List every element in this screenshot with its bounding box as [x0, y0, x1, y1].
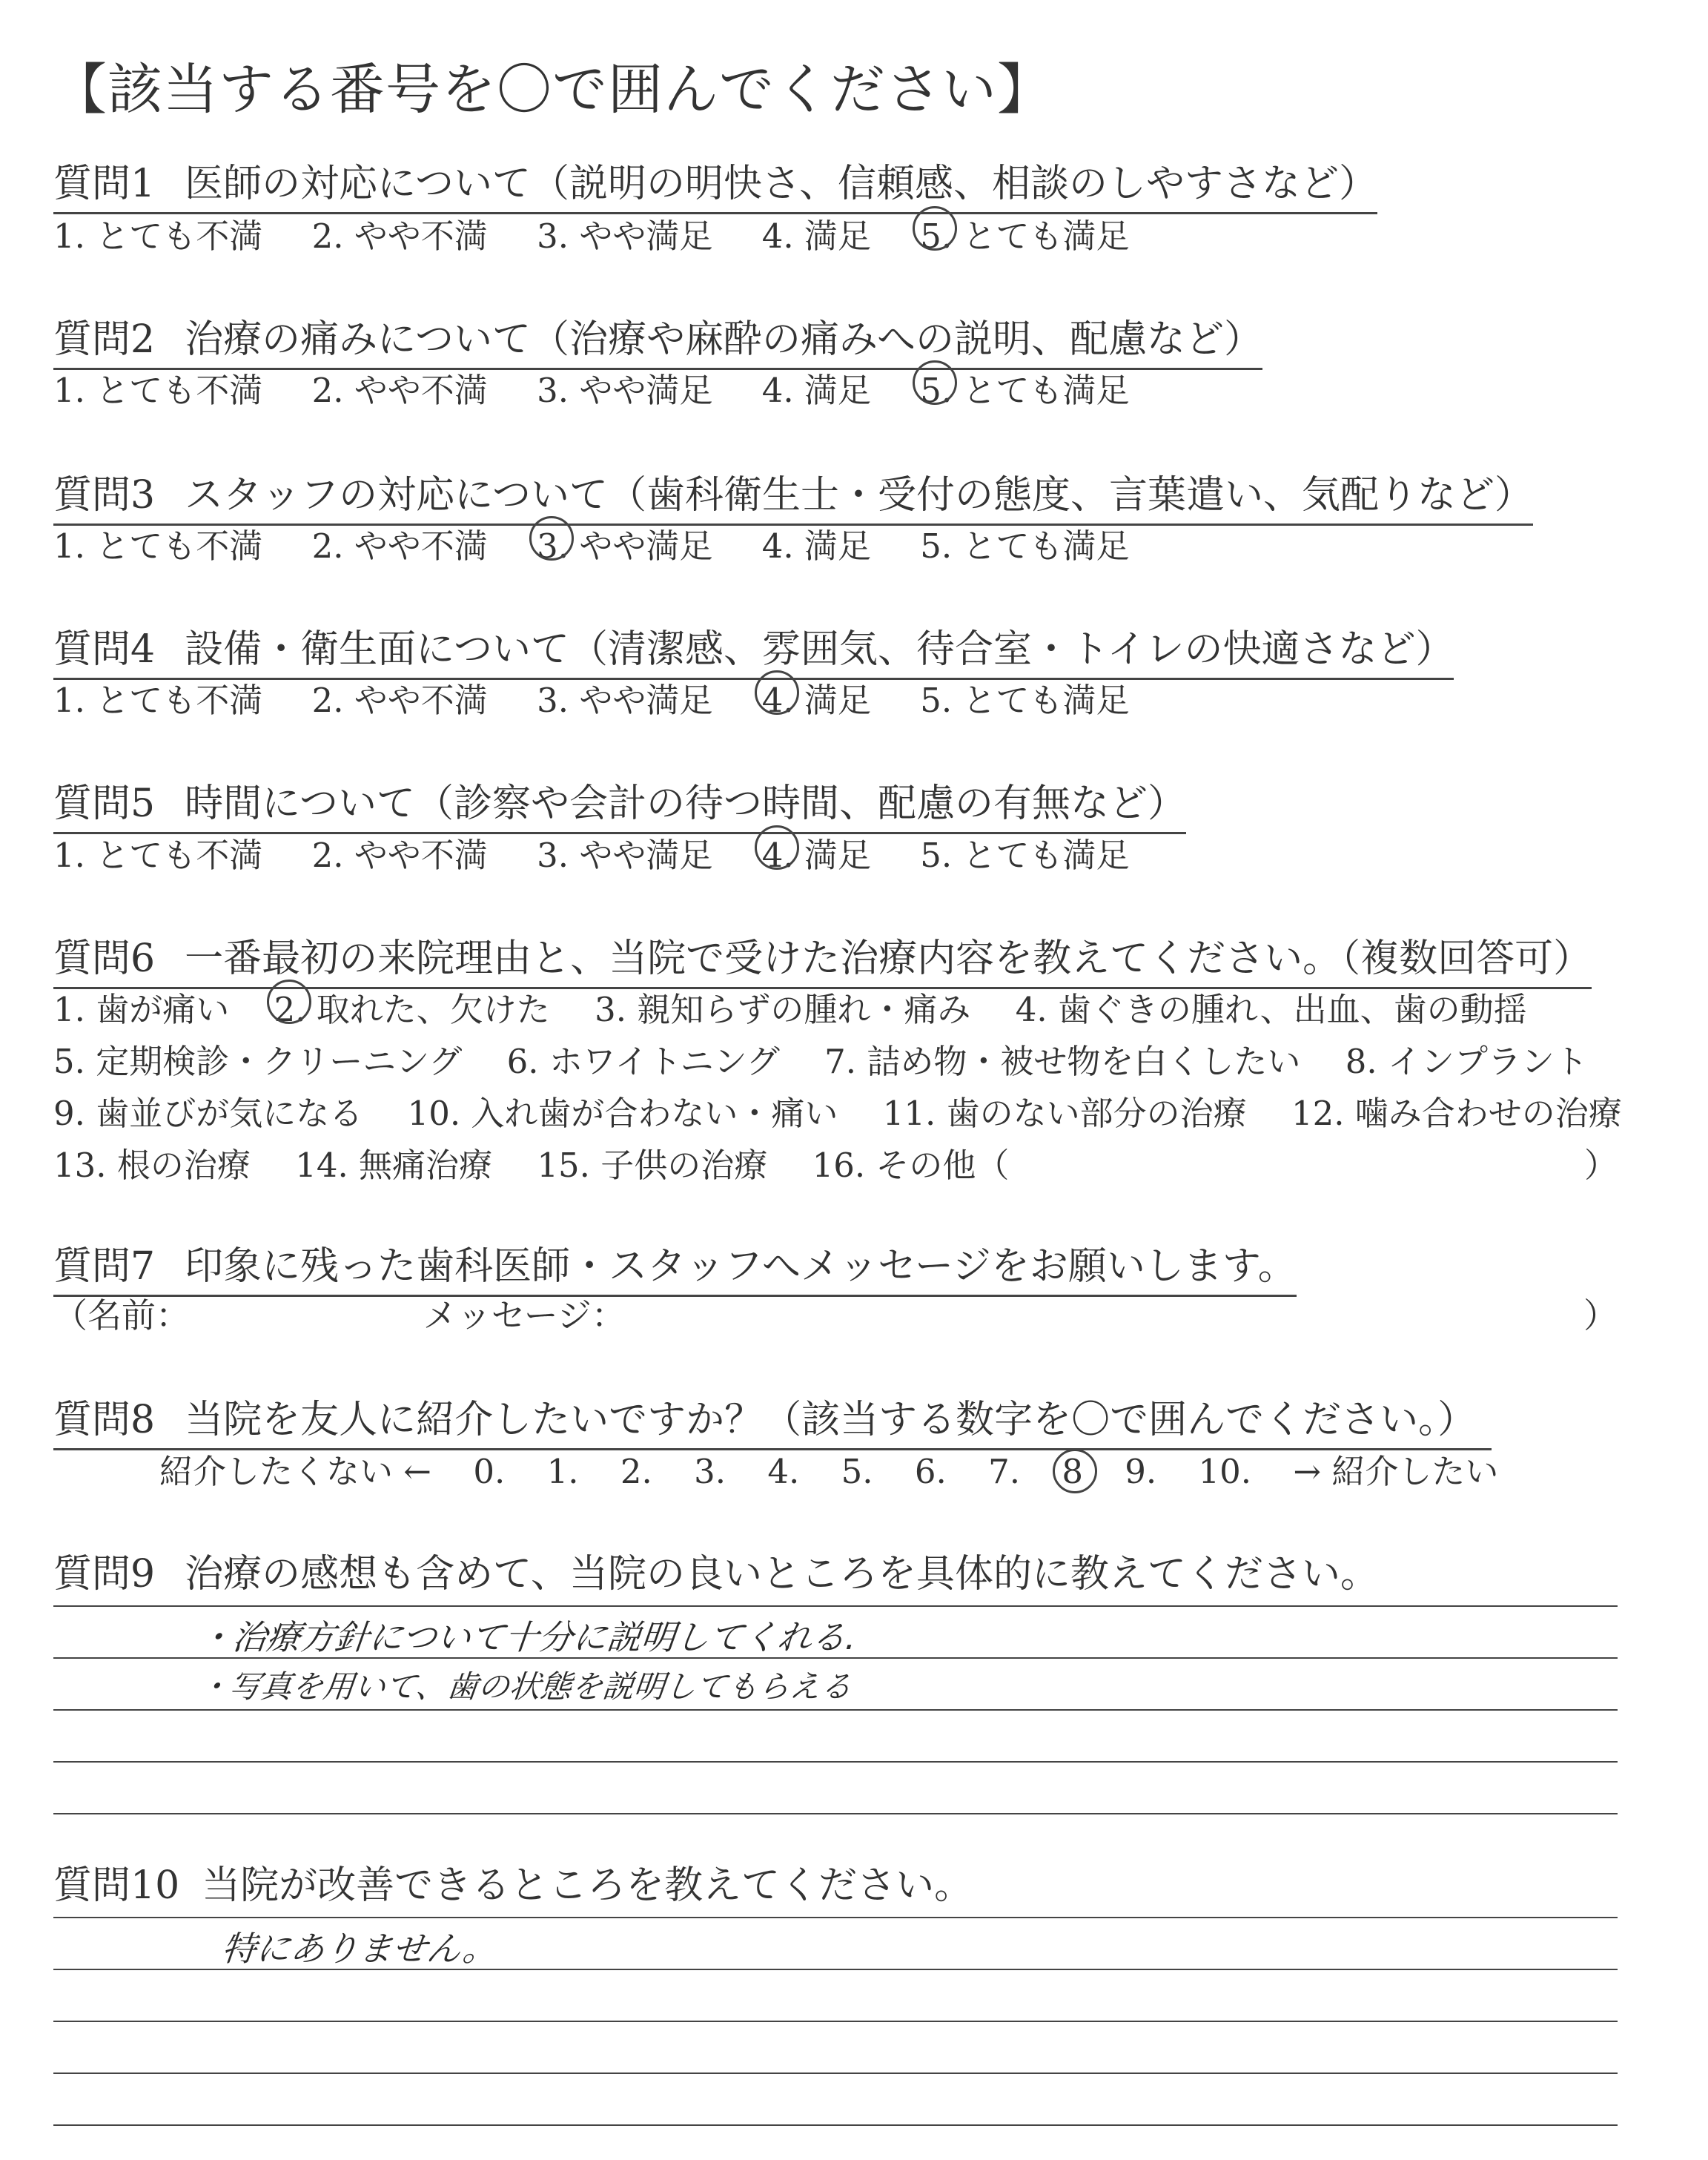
q1-option-1[interactable]: 1. とても不満	[53, 217, 263, 256]
q6-other-close-paren: ）	[1583, 1146, 1618, 1185]
q4-option-1[interactable]: 1. とても不満	[53, 681, 263, 720]
q6-row-1	[53, 982, 1561, 1031]
q4-option-4: 4. 満足	[762, 673, 871, 721]
question-1-text: 医師の対応について（説明の明快さ、信頼感、相談のしやすさなど）	[185, 162, 1377, 206]
q6-option-5[interactable]: 5. 定期検診・クリーニング	[53, 1042, 463, 1081]
question-1-options	[53, 209, 1168, 257]
question-4-options	[53, 673, 1168, 721]
question-3	[53, 463, 1533, 526]
question-5	[53, 772, 1186, 834]
q5-option-1[interactable]: 1. とても不満	[53, 836, 263, 875]
q5-option-4-circled[interactable]	[762, 828, 871, 876]
q2-option-2[interactable]: 2. やや不満	[311, 371, 488, 410]
q8-option-10[interactable]: 10.	[1198, 1452, 1252, 1491]
q9-answer-line-5	[53, 1813, 1618, 1814]
q8-option-8-circled[interactable]: 8	[1062, 1452, 1083, 1491]
question-10	[53, 1854, 973, 1914]
q8-scale	[159, 1444, 1529, 1493]
q8-option-4[interactable]: 4.	[767, 1452, 800, 1491]
q10-answer-line-5	[53, 2124, 1618, 2126]
q3-option-3-circled[interactable]	[537, 519, 712, 567]
question-6-text: 一番最初の来院理由と、当院で受けた治療内容を教えてください。（複数回答可）	[185, 937, 1592, 981]
q2-option-4[interactable]: 4. 満足	[761, 371, 871, 410]
q6-option-14[interactable]: 14. 無痛治療	[295, 1146, 493, 1185]
q6-option-2-circled[interactable]	[274, 982, 550, 1031]
form-title: 【該当する番号を〇で囲んでください】	[52, 58, 1053, 122]
q3-option-4[interactable]: 4. 満足	[761, 526, 871, 566]
q2-option-5-circled[interactable]	[920, 363, 1129, 412]
q8-option-1[interactable]: 1.	[546, 1452, 579, 1491]
q7-name-label: （名前：	[53, 1295, 190, 1335]
q3-option-5[interactable]: 5. とても満足	[920, 526, 1130, 566]
q6-option-10[interactable]: 10. 入れ歯が合わない・痛い	[407, 1094, 838, 1133]
question-9	[53, 1542, 1379, 1602]
q6-row-4	[53, 1138, 1618, 1186]
q8-option-9[interactable]: 9.	[1125, 1452, 1157, 1491]
question-4-text: 設備・衛生面について（清潔感、雰囲気、待合室・トイレの快適さなど）	[185, 627, 1454, 672]
q6-option-8[interactable]: 8. インプラント	[1345, 1042, 1588, 1081]
q1-option-3[interactable]: 3. やや満足	[537, 217, 713, 256]
question-7-text: 印象に残った歯科医師・スタッフへメッセージをお願いします。	[185, 1244, 1297, 1289]
question-3-options	[53, 519, 1168, 567]
question-1-number: 質問1	[53, 162, 156, 206]
q9-handwritten-answer-1: ・治療方針について十分に説明してくれる.	[196, 1617, 859, 1657]
question-6-number: 質問6	[53, 937, 156, 981]
q4-option-5[interactable]: 5. とても満足	[920, 681, 1130, 720]
question-9-number: 質問9	[53, 1552, 156, 1596]
q6-option-2: 2. 取れた、欠けた	[274, 982, 550, 1031]
question-7	[53, 1235, 1297, 1297]
q3-option-1[interactable]: 1. とても不満	[53, 526, 263, 566]
q8-option-6[interactable]: 6.	[914, 1452, 947, 1491]
question-10-number: 質問10	[53, 1863, 180, 1908]
q7-message-label: メッセージ：	[423, 1295, 626, 1335]
q1-option-4[interactable]: 4. 満足	[761, 217, 871, 256]
q8-option-5[interactable]: 5.	[841, 1452, 873, 1491]
q1-option-2[interactable]: 2. やや不満	[311, 217, 488, 256]
question-8-text: 当院を友人に紹介したいですか？（該当する数字を〇で囲んでください。）	[185, 1398, 1477, 1442]
q2-option-5: 5. とても満足	[920, 363, 1129, 412]
q6-option-7[interactable]: 7. 詰め物・被せ物を白くしたい	[824, 1042, 1301, 1081]
q5-option-5[interactable]: 5. とても満足	[920, 836, 1130, 875]
q5-option-2[interactable]: 2. やや不満	[311, 836, 488, 875]
q1-option-5: 5. とても満足	[920, 209, 1129, 257]
q8-option-0[interactable]: 0.	[473, 1452, 506, 1491]
q9-handwritten-answer-2: ・写真を用いて、歯の状態を説明してもらえる	[196, 1668, 854, 1705]
question-3-number: 質問3	[53, 473, 156, 518]
q9-answer-line-4	[53, 1761, 1618, 1763]
q6-option-13[interactable]: 13. 根の治療	[53, 1146, 251, 1185]
q3-option-2[interactable]: 2. やや不満	[311, 526, 488, 566]
q6-row-3	[53, 1086, 1656, 1135]
q3-option-3: 3. やや満足	[537, 519, 712, 567]
q6-row-2	[53, 1034, 1622, 1083]
q1-option-5-circled[interactable]	[920, 209, 1129, 257]
question-2-text: 治療の痛みについて（治療や麻酔の痛みへの説明、配慮など）	[185, 317, 1263, 362]
q4-option-4-circled[interactable]	[762, 673, 871, 721]
q6-option-1[interactable]: 1. 歯が痛い	[53, 990, 230, 1029]
q6-option-6[interactable]: 6. ホワイトニング	[506, 1042, 780, 1081]
question-2-options	[53, 363, 1168, 412]
q6-option-11[interactable]: 11. 歯のない部分の治療	[882, 1094, 1247, 1133]
q10-answer-line-3	[53, 2021, 1618, 2022]
question-3-text: スタッフの対応について（歯科衛生士・受付の態度、言葉遣い、気配りなど）	[185, 473, 1534, 518]
question-7-number: 質問7	[53, 1244, 156, 1289]
question-4-number: 質問4	[53, 627, 156, 672]
q6-option-15[interactable]: 15. 子供の治療	[537, 1146, 768, 1185]
q10-answer-line-4	[53, 2073, 1618, 2074]
q8-option-7[interactable]: 7.	[988, 1452, 1021, 1491]
q5-option-4: 4. 満足	[762, 828, 871, 876]
question-9-text: 治療の感想も含めて、当院の良いところを具体的に教えてください。	[185, 1552, 1380, 1596]
question-4	[53, 618, 1454, 680]
q2-option-1[interactable]: 1. とても不満	[53, 371, 263, 410]
q6-option-9[interactable]: 9. 歯並びが気になる	[53, 1094, 363, 1133]
question-2	[53, 308, 1262, 370]
question-5-text: 時間について（診察や会計の待つ時間、配慮の有無など）	[185, 782, 1187, 826]
q2-option-3[interactable]: 3. やや満足	[537, 371, 713, 410]
q4-option-2[interactable]: 2. やや不満	[311, 681, 488, 720]
q8-left-label: 紹介したくない ←	[159, 1452, 432, 1491]
question-8	[53, 1388, 1492, 1450]
q6-option-12[interactable]: 12. 噛み合わせの治療	[1291, 1094, 1622, 1133]
question-8-number: 質問8	[53, 1398, 156, 1442]
question-10-text: 当院が改善できるところを教えてください。	[202, 1863, 973, 1908]
q9-answer-line-1	[53, 1605, 1618, 1607]
question-1	[53, 152, 1377, 214]
q8-option-3[interactable]: 3.	[694, 1452, 726, 1491]
q8-option-2[interactable]: 2.	[620, 1452, 652, 1491]
q4-option-3[interactable]: 3. やや満足	[537, 681, 713, 720]
q10-answer-line-1	[53, 1917, 1618, 1918]
q9-answer-line-3	[53, 1709, 1618, 1711]
q8-right-label: → 紹介したい	[1293, 1452, 1499, 1491]
q6-option-16[interactable]: 16. その他（	[812, 1146, 1010, 1185]
q10-handwritten-answer-1: 特にありません。	[219, 1929, 500, 1969]
q5-option-3[interactable]: 3. やや満足	[537, 836, 713, 875]
question-2-number: 質問2	[53, 317, 156, 362]
question-5-number: 質問5	[53, 782, 156, 826]
q6-option-3[interactable]: 3. 親知らずの腫れ・痛み	[595, 990, 971, 1029]
q7-message-field[interactable]	[53, 1289, 1618, 1338]
q7-close-paren: ）	[1583, 1295, 1618, 1335]
q6-option-4[interactable]: 4. 歯ぐきの腫れ、出血、歯の動揺	[1015, 990, 1527, 1029]
question-5-options	[53, 828, 1168, 876]
